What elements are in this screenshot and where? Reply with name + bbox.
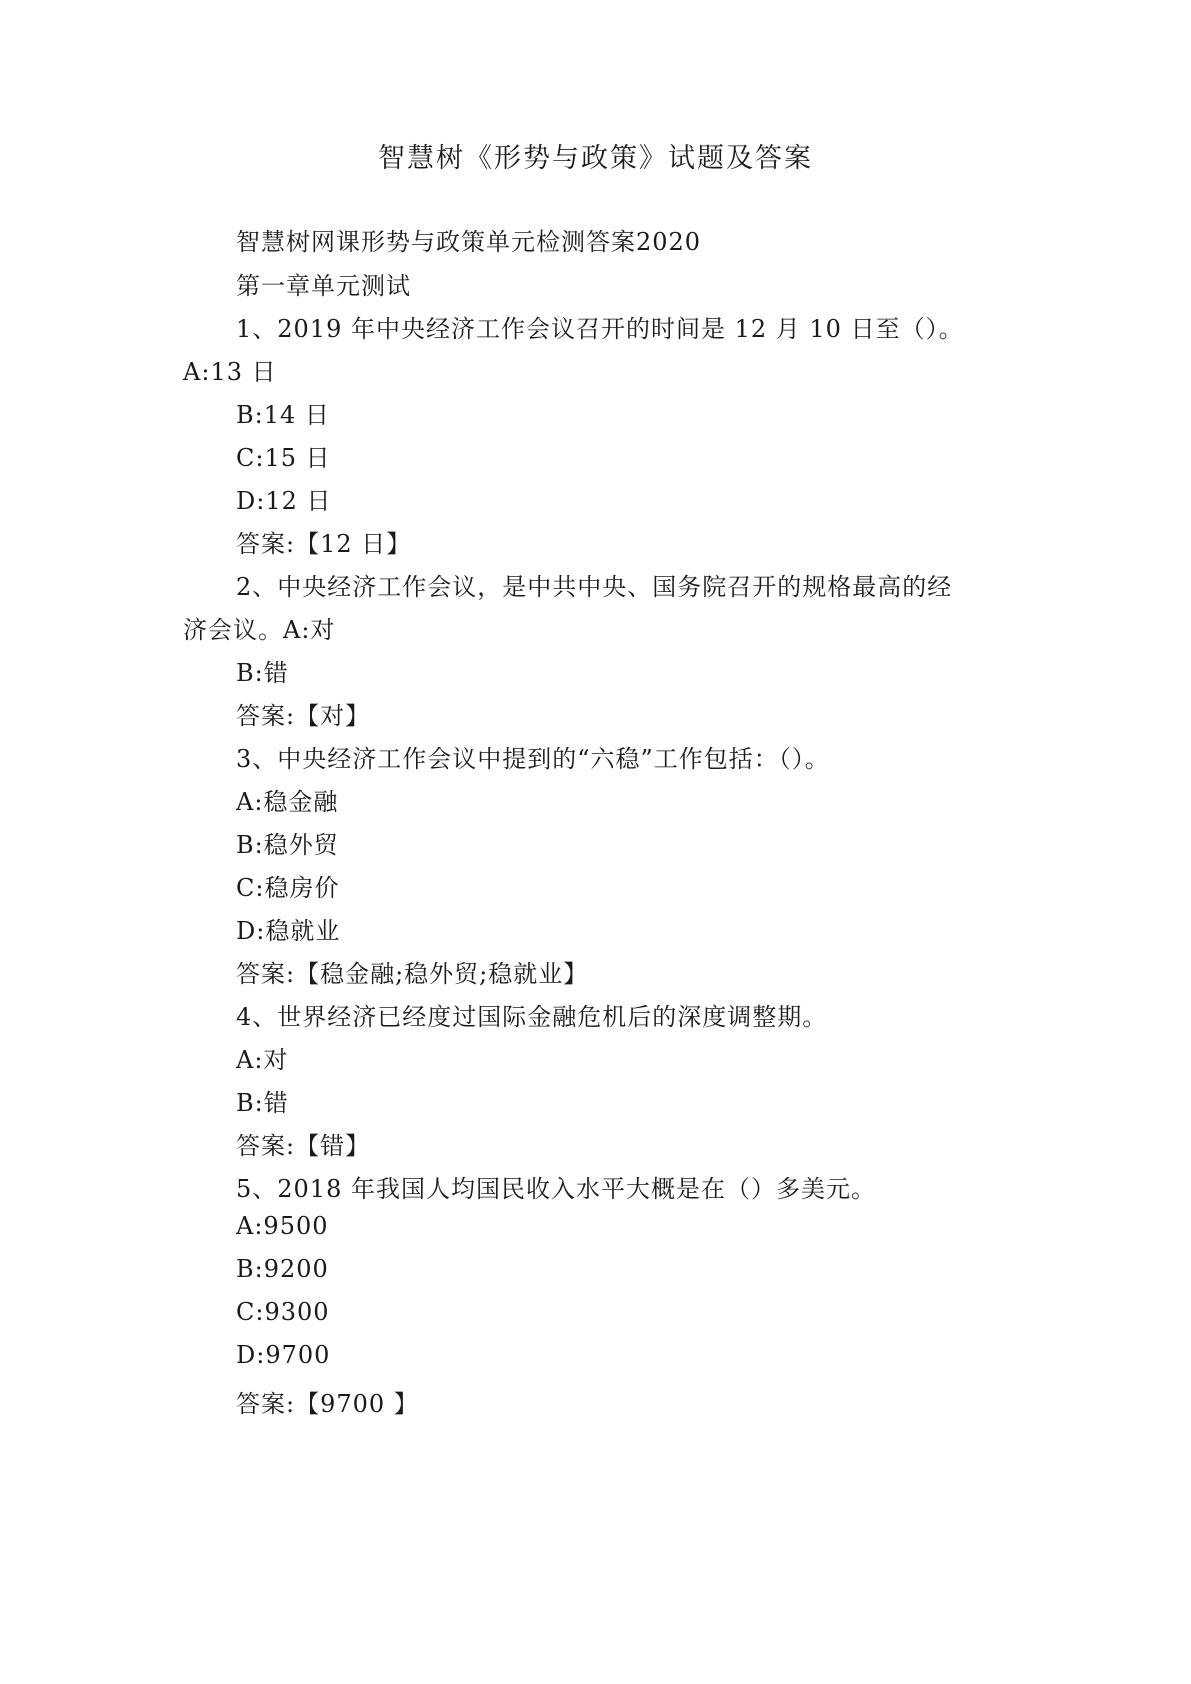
question-stem: 5、2018 年我国人均国民收入水平大概是在（）多美元。	[236, 1175, 876, 1203]
option-b: B:稳外贸	[236, 831, 339, 859]
question-stem: 4、世界经济已经度过国际金融危机后的深度调整期。	[236, 1003, 828, 1031]
option-c: C:15 日	[236, 444, 331, 472]
option-b: B:错	[236, 1089, 289, 1117]
document-title: 智慧树《形势与政策》试题及答案	[378, 143, 813, 174]
document-subtitle: 智慧树网课形势与政策单元检测答案2020	[236, 228, 702, 256]
answer-line: 答案:【错】	[236, 1132, 371, 1160]
option-b: B:9200	[236, 1255, 329, 1283]
option-c: C:稳房价	[236, 874, 340, 902]
option-b: B:14 日	[236, 401, 330, 429]
question-stem: 2、中央经济工作会议，是中共中央、国务院召开的规格最高的经	[236, 573, 953, 601]
option-d: D:9700	[236, 1341, 331, 1369]
option-a: A:对	[236, 1046, 289, 1074]
option-d: D:12 日	[236, 487, 332, 515]
chapter-heading: 第一章单元测试	[236, 272, 411, 300]
option-a: A:稳金融	[236, 788, 339, 816]
answer-line: 答案:【对】	[236, 702, 371, 730]
answer-line: 答案:【12 日】	[236, 530, 412, 558]
option-a: A:9500	[236, 1212, 329, 1240]
question-stem: 1、2019 年中央经济工作会议召开的时间是 12 月 10 日至（）。	[236, 315, 964, 343]
option-b: B:错	[236, 659, 289, 687]
question-stem-continuation: 济会议。A:对	[183, 616, 336, 644]
option-d: D:稳就业	[236, 917, 341, 945]
answer-line: 答案:【稳金融;稳外贸;稳就业】	[236, 960, 589, 988]
option-c: C:9300	[236, 1298, 330, 1326]
answer-line: 答案:【9700 】	[236, 1390, 419, 1418]
question-stem: 3、中央经济工作会议中提到的“六稳”工作包括：（）。	[236, 745, 830, 773]
option-a: A:13 日	[183, 358, 277, 386]
